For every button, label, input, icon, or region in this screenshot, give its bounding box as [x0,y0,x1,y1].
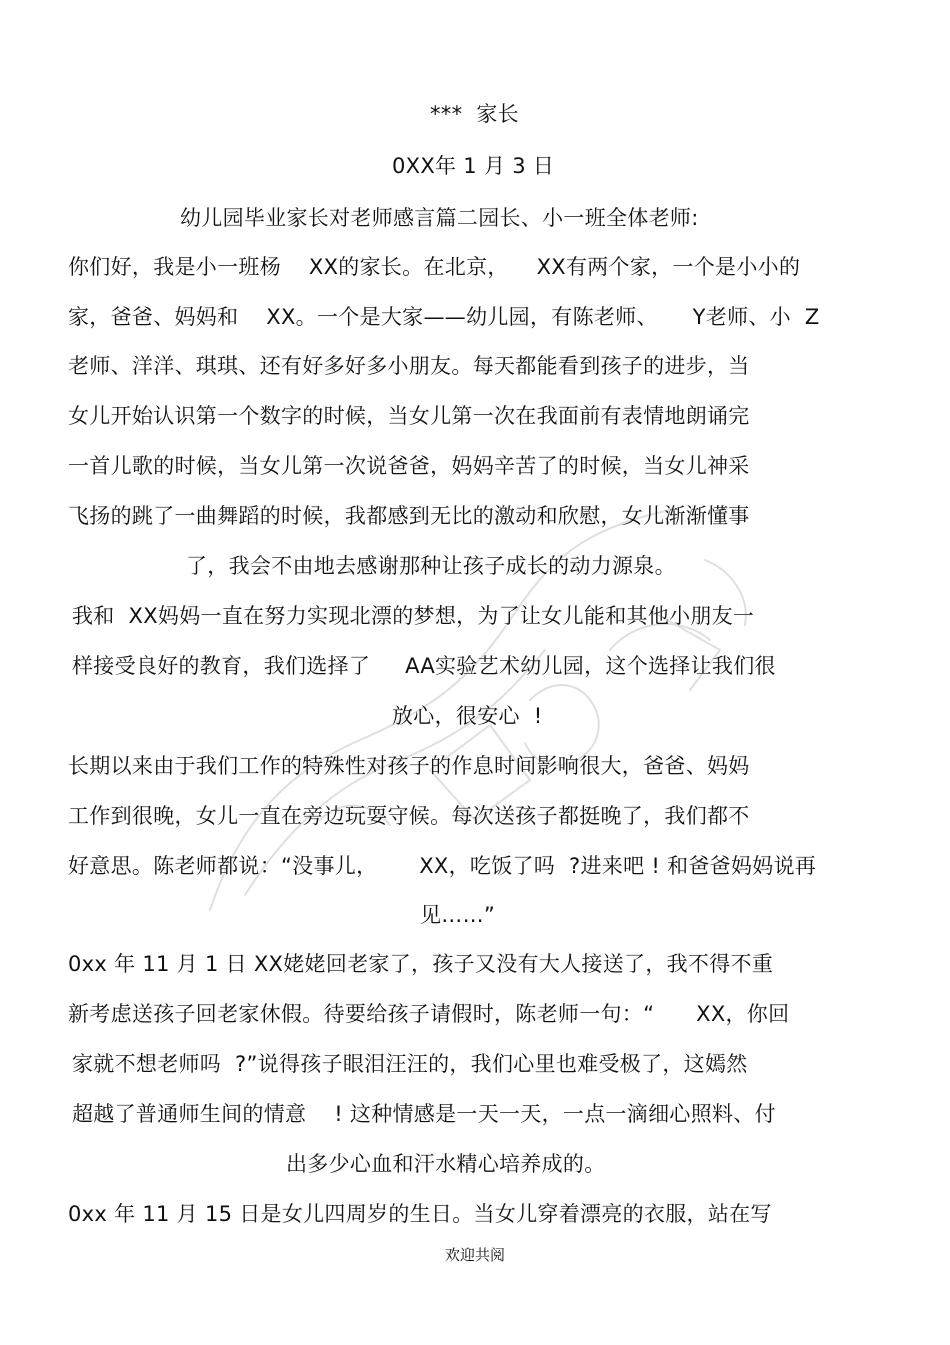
text-line: 一首儿歌的时候，当女儿第一次说爸爸，妈妈辛苦了的时候，当女儿神采 [68,454,750,478]
footer-text: 欢迎共阅 [444,1246,505,1264]
text-line: 我和 XX妈妈一直在努力实现北漂的梦想，为了让女儿能和其他小朋友一 [72,604,755,628]
text-line: 长期以来由于我们工作的特殊性对孩子的作息时间影响很大，爸爸、妈妈 [68,754,750,778]
text-line: 幼儿园毕业家长对老师感言篇二园长、小一班全体老师: [180,206,699,230]
text-line: 你们好，我是小一班杨 XX的家长。在北京， XX有两个家，一个是小小的 [68,255,801,279]
text-line: 家，爸爸、妈妈和 XX。一个是大家——幼儿园，有陈老师、 Y老师、小 Z [68,305,820,329]
text-line: 放心，很安心 ! [392,704,543,728]
text-line: 工作到很晚，女儿一直在旁边玩耍守候。每次送孩子都挺晚了，我们都不 [68,804,750,828]
text-line: 女儿开始认识第一个数字的时候，当女儿第一次在我面前有表情地朗诵完 [68,404,750,428]
text-line: 新考虑送孩子回老家休假。待要给孩子请假时，陈老师一句：“ XX，你回 [68,1002,790,1026]
date-line: 0XX年 1 月 3 日 [392,154,555,178]
text-line: 飞扬的跳了一曲舞蹈的时候，我都感到无比的激动和欣慰，女儿渐渐懂事 [68,504,750,528]
text-line: 超越了普通师生间的情意 ! 这种情感是一天一天，一点一滴细心照料、付 [72,1102,776,1126]
signature-line: *** 家长 [430,102,519,126]
text-line: 0xx 年 11 月 1 日 XX姥姥回老家了，孩子又没有大人接送了，我不得不重 [68,952,774,976]
text-line: 了，我会不由地去感谢那种让孩子成长的动力源泉。 [186,554,676,578]
text-line: 见……” [420,903,496,927]
text-line: 0xx 年 11 月 15 日是女儿四周岁的生日。当女儿穿着漂亮的衣服，站在写 [68,1202,772,1226]
text-line: 好意思。陈老师都说：“没事儿， XX，吃饭了吗 ?进来吧 ! 和爸爸妈妈说再 [68,854,817,878]
text-line: 老师、洋洋、琪琪、还有好多好多小朋友。每天都能看到孩子的进步，当 [68,354,750,378]
text-line: 样接受良好的教育，我们选择了 AA实验艺术幼儿园，这个选择让我们很 [72,654,776,678]
text-line: 家就不想老师吗 ?”说得孩子眼泪汪汪的，我们心里也难受极了，这嫣然 [72,1052,748,1076]
text-line: 出多少心血和汗水精心培养成的。 [286,1152,606,1176]
